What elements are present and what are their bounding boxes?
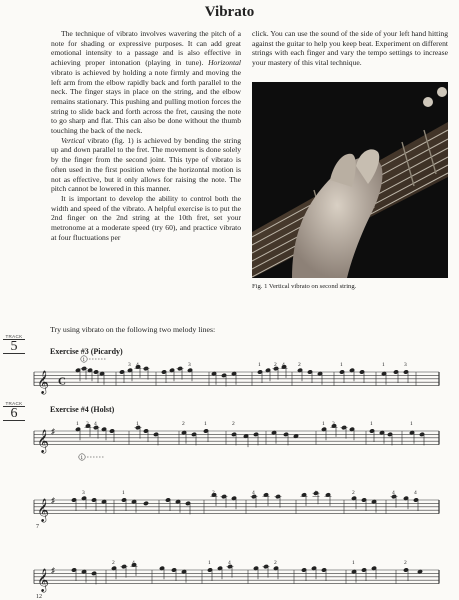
body-paragraph	[51, 29, 241, 136]
fingering-number: 2	[298, 362, 301, 368]
string-number: 1	[80, 456, 83, 461]
fingering-number: 3	[332, 421, 335, 427]
staff-exercise-4-line-2	[34, 490, 444, 530]
fingering-number: 2	[182, 421, 185, 427]
key-signature-sharp-icon: ♯	[51, 427, 55, 436]
left-text-column	[51, 29, 241, 242]
fingering-number: 2	[352, 490, 355, 496]
figure-caption: Fig. 1 Vertical vibrato on second string.	[252, 283, 357, 290]
fingering-number: 4	[414, 490, 417, 496]
fingering-number: 4	[392, 490, 395, 496]
exercise-3-title: Exercise #3 (Picardy)	[50, 347, 123, 356]
measure-number-12: 12	[36, 594, 42, 600]
fingering-number: 1	[136, 421, 139, 427]
fingering-number: 1	[410, 421, 413, 427]
fingering-number: 2	[112, 560, 115, 566]
fingering-number: 2	[274, 560, 277, 566]
treble-clef-icon: 𝄞	[37, 497, 49, 522]
treble-clef-icon: 𝄞	[37, 369, 49, 394]
fingering-number: 1	[208, 560, 211, 566]
staff-exercise-4-line-3	[34, 560, 444, 600]
fingering-number: 3	[86, 421, 89, 427]
fingering-number: 4	[228, 560, 231, 566]
fingering-number: 1	[258, 362, 261, 368]
fingering-number: 1	[370, 421, 373, 427]
fingering-number: 4	[252, 490, 255, 496]
fingering-number: 1	[382, 362, 385, 368]
fingering-number: 2	[212, 490, 215, 496]
fingering-number: 4	[132, 560, 135, 566]
staff-exercise-4-line-1	[34, 421, 444, 461]
key-signature-sharp-icon: ♯	[51, 496, 55, 505]
staff-exercise-3	[34, 358, 444, 402]
fingering-number: 2	[274, 362, 277, 368]
note-head	[143, 501, 148, 506]
string-number: 1	[82, 358, 85, 363]
italic-term: Vertical	[61, 135, 85, 145]
treble-clef-icon: 𝄞	[37, 428, 49, 453]
fingering-number: 3	[128, 362, 131, 368]
fingering-number: 3	[188, 362, 191, 368]
fingering-number: 1	[204, 421, 207, 427]
time-signature: C	[58, 375, 66, 388]
fingering-number: 3	[82, 490, 85, 496]
track-label: TRACK	[5, 401, 23, 406]
fingering-number: 3	[404, 362, 407, 368]
fingering-number: 2	[232, 421, 235, 427]
fingering-number: 1	[340, 362, 343, 368]
measure-number-7: 7	[36, 524, 39, 530]
fingering-number: 1	[322, 421, 325, 427]
paragraph-text: vibrato (fig. 1) is achieved by bending the string up and down parallel to the fret. The movement is done solely by the finger from the second joint. This type of vibrato is often used in the first position where the horizontal motion is not as effective, but it only allows for raising the note. The pitch cannot be lowered in this manner.	[51, 135, 241, 194]
key-signature-sharp-icon: ♯	[51, 566, 55, 575]
exercise-4-title: Exercise #4 (Holst)	[50, 405, 115, 414]
italic-term: Horizontal	[208, 58, 241, 68]
paragraph-text: It is important to develop the ability to control both the width and speed of the vibrato. A helpful exercise is to put the 2nd finger on the 2nd string at the 10th fret, set your metronome at a moderate speed (try 60), and practice vibrato at four fluctuations per	[51, 193, 241, 242]
right-column-paragraph: click. You can use the sound of the side of your left hand hitting against the guitar to help you keep beat. Experiment on different strings with each finger and vary the tempo settings to increase your mastery of this vital technique.	[252, 29, 448, 68]
track-label: TRACK	[5, 334, 23, 339]
fingering-number: 1	[122, 490, 125, 496]
paragraph-text: The technique of vibrato involves wavering the pitch of a note for shading or expressive purposes. It can add great emotional intensity to a passage and is also effective in achieving proper intonation (playing in tune).	[51, 29, 241, 68]
right-text-column	[252, 29, 448, 68]
track-number: 6	[3, 406, 25, 421]
fingering-number: 4	[136, 362, 139, 368]
treble-clef-icon: 𝄞	[37, 567, 49, 592]
body-paragraph	[51, 136, 241, 194]
fingering-number: 2	[404, 560, 407, 566]
page-title: Vibrato	[204, 4, 255, 20]
fingering-number: 1	[76, 421, 79, 427]
fingering-number: 1	[352, 560, 355, 566]
paragraph-text: vibrato is achieved by holding a note firmly and moving the left arm from the elbow rapidly back and forth parallel to the neck. The finger stays in place on the string, and the elbow remains stationary. This pushing and pulling motion forces the string to slide back and forth across the fret, causing the note to go sharp and flat. This can also be done without the thumb touching the back of the neck.	[51, 67, 241, 136]
vibrato-photo	[252, 82, 448, 278]
body-paragraph	[51, 194, 241, 243]
track-number: 5	[3, 339, 25, 354]
track-6-badge	[3, 401, 25, 421]
track-5-badge	[3, 334, 25, 354]
intro-line: Try using vibrato on the following two melody lines:	[50, 325, 216, 334]
fingering-number: 4	[314, 490, 317, 496]
fingering-number: 4	[94, 421, 97, 427]
fingering-number: 4	[282, 362, 285, 368]
